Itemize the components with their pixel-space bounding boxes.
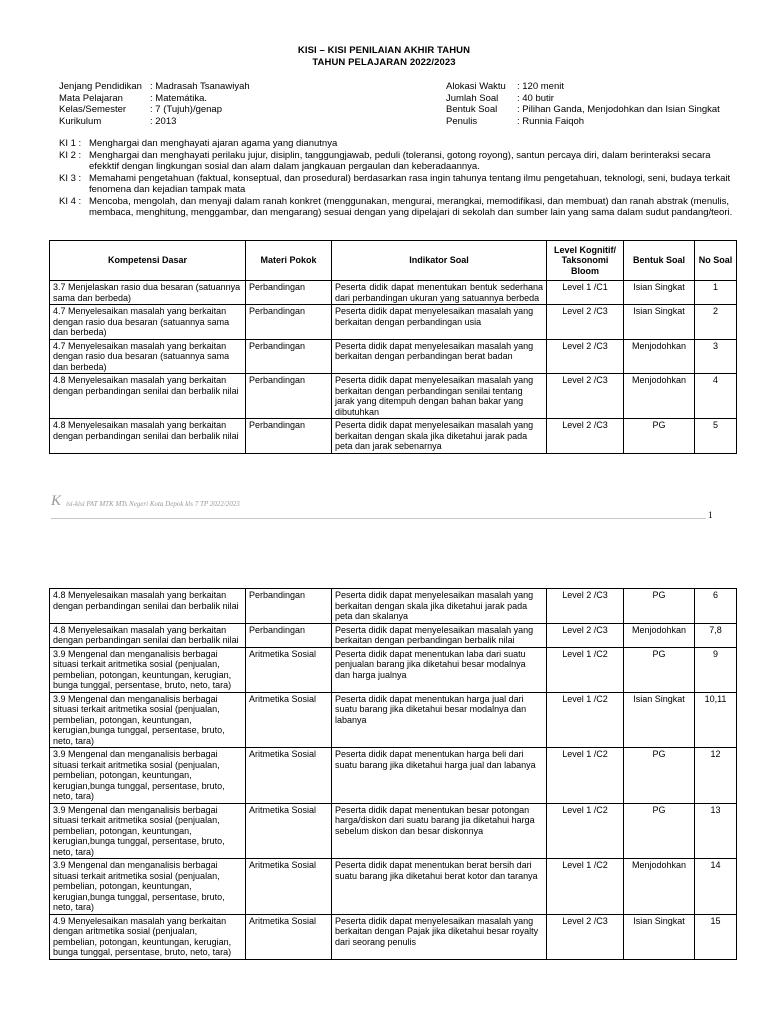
cell-no: 7,8 bbox=[695, 623, 737, 647]
cell-materi: Perbandingan bbox=[246, 305, 332, 340]
meta-label: Kurikulum bbox=[59, 115, 102, 127]
cell-indikator: Peserta didik dapat menentukan harga beli dari suatu barang jika diketahui harga jual dan labanya bbox=[332, 748, 547, 804]
cell-indikator: Peserta didik dapat menentukan harga jual dari suatu barang jika diketahui besar modalnya dan labanya bbox=[332, 692, 547, 748]
cell-no: 2 bbox=[695, 305, 737, 340]
cell-no: 15 bbox=[695, 914, 737, 959]
header-materi: Materi Pokok bbox=[246, 241, 332, 281]
header-bentuk: Bentuk Soal bbox=[624, 241, 695, 281]
meta-left bbox=[59, 81, 250, 127]
cell-indikator: Peserta didik dapat menentukan laba dari suatu penjualan barang jika diketahui besar modalnya dan harga jualnya bbox=[332, 647, 547, 692]
table-header-row bbox=[50, 241, 737, 281]
table-row bbox=[50, 419, 737, 454]
document-title: KISI – KISI PENILAIAN AKHIR TAHUN bbox=[297, 45, 471, 56]
cell-indikator: Peserta didik dapat menyelesaikan masalah yang berkaitan dengan skala jika diketahui jarak pada peta dan jarak sebenarnya bbox=[332, 419, 547, 454]
meta-label: Jumlah Soal bbox=[446, 92, 499, 104]
table-row bbox=[50, 305, 737, 340]
cell-indikator: Peserta didik dapat menentukan besar potongan harga/diskon dari suatu barang jia diketahui harga sebelum diskon dan besar diskonnya bbox=[332, 803, 547, 859]
table-row bbox=[50, 374, 737, 419]
cell-no: 13 bbox=[695, 803, 737, 859]
cell-bentuk: PG bbox=[624, 748, 695, 804]
kompetensi-inti bbox=[59, 138, 739, 219]
cell-no: 6 bbox=[695, 589, 737, 624]
kisi-table bbox=[49, 240, 737, 454]
header-no: No Soal bbox=[695, 241, 737, 281]
cell-no: 4 bbox=[695, 374, 737, 419]
table-row bbox=[50, 647, 737, 692]
cell-no: 10,11 bbox=[695, 692, 737, 748]
cell-indikator: Peserta didik dapat menentukan berat bersih dari suatu barang jika diketahui berat kotor dan taranya bbox=[332, 859, 547, 915]
ki-code: KI 3 : bbox=[59, 172, 82, 184]
cell-materi: Aritmetika Sosial bbox=[246, 692, 332, 748]
meta-row bbox=[446, 104, 720, 116]
ki-code: KI 2 : bbox=[59, 149, 82, 161]
cell-materi: Aritmetika Sosial bbox=[246, 803, 332, 859]
cell-materi: Perbandingan bbox=[246, 281, 332, 305]
cell-kd: 4.9 Menyelesaikan masalah yang berkaitan dengan aritmetika sosial (penjualan, pembelian, potongan, keuntungan, kerugian, bunga tunggal, persentase, bruto, neto, tara) bbox=[50, 914, 246, 959]
cell-no: 12 bbox=[695, 748, 737, 804]
ki-item bbox=[59, 138, 739, 150]
cell-materi: Perbandingan bbox=[246, 339, 332, 374]
cell-bentuk: PG bbox=[624, 647, 695, 692]
meta-row bbox=[446, 93, 720, 105]
cell-level: Level 1 /C1 bbox=[547, 281, 624, 305]
cell-kd: 4.8 Menyelesaikan masalah yang berkaitan dengan perbandingan senilai dan berbalik nilai bbox=[50, 419, 246, 454]
meta-label: Mata Pelajaran bbox=[59, 92, 123, 104]
cell-level: Level 1 /C2 bbox=[547, 803, 624, 859]
meta-label: Bentuk Soal bbox=[446, 104, 498, 115]
ki-item bbox=[59, 173, 739, 196]
cell-level: Level 1 /C2 bbox=[547, 859, 624, 915]
table-row bbox=[50, 281, 737, 305]
meta-value: : 2013 bbox=[150, 115, 177, 127]
meta-value: : Madrasah Tsanawiyah bbox=[150, 81, 250, 92]
table-row bbox=[50, 623, 737, 647]
cell-level: Level 1 /C2 bbox=[547, 692, 624, 748]
ki-item bbox=[59, 150, 739, 173]
cell-materi: Aritmetika Sosial bbox=[246, 647, 332, 692]
cell-kd: 4.8 Menyelesaikan masalah yang berkaitan dengan perbandingan senilai dan berbalik nilai bbox=[50, 589, 246, 624]
cell-no: 14 bbox=[695, 859, 737, 915]
cell-kd: 4.8 Menyelesaikan masalah yang berkaitan dengan perbandingan senilai dan berbalik nilai bbox=[50, 374, 246, 419]
table-row bbox=[50, 748, 737, 804]
cell-kd: 3.7 Menjelaskan rasio dua besaran (satuannya sama dan berbeda) bbox=[50, 281, 246, 305]
ki-text: Menghargai dan menghayati perilaku jujur, disiplin, tanggungjawab, peduli (toleransi, gotong royong), santun percaya diri, dalam berinteraksi secara efekktif dengan lingkungan sosial dan alam dalam jangkauan pergaulan dan keberadaannya. bbox=[89, 149, 711, 172]
cell-level: Level 1 /C2 bbox=[547, 748, 624, 804]
cell-no: 5 bbox=[695, 419, 737, 454]
cell-level: Level 2 /C3 bbox=[547, 589, 624, 624]
header-indikator: Indikator Soal bbox=[332, 241, 547, 281]
cell-kd: 4.7 Menyelesaikan masalah yang berkaitan dengan rasio dua besaran (satuannya sama dan berbeda) bbox=[50, 305, 246, 340]
table-row bbox=[50, 803, 737, 859]
ki-item bbox=[59, 196, 739, 219]
meta-row bbox=[59, 104, 250, 116]
meta-label: Alokasi Waktu bbox=[446, 81, 506, 92]
cell-bentuk: Menjodohkan bbox=[624, 623, 695, 647]
meta-row bbox=[59, 116, 250, 128]
cell-kd: 3.9 Mengenal dan menganalisis berbagai situasi terkait aritmetika sosial (penjualan, pembelian, potongan, keuntungan, kerugian,bunga tunggal, persentase, bruto, neto, tara) bbox=[50, 692, 246, 748]
meta-row bbox=[446, 116, 720, 128]
cell-materi: Aritmetika Sosial bbox=[246, 914, 332, 959]
meta-value: : 40 butir bbox=[517, 92, 554, 104]
cell-kd: 3.9 Mengenal dan menganalisis berbagai situasi terkait aritmetika sosial (penjualan, pembelian, potongan, keuntungan, kerugian,bunga tunggal, persentase, bruto, neto, tara) bbox=[50, 859, 246, 915]
meta-value: : 7 (Tujuh)/genap bbox=[150, 104, 222, 115]
cell-level: Level 2 /C3 bbox=[547, 419, 624, 454]
cell-kd: 4.8 Menyelesaikan masalah yang berkaitan dengan perbandingan senilai dan berbalik nilai bbox=[50, 623, 246, 647]
cell-kd: 3.9 Mengenal dan menganalisis berbagai situasi terkait aritmetika sosial (penjualan, pembelian, potongan, keuntungan, kerugian, bunga tunggal, persentase, bruto, neto, tara) bbox=[50, 647, 246, 692]
table-row bbox=[50, 589, 737, 624]
cell-no: 9 bbox=[695, 647, 737, 692]
cell-no: 3 bbox=[695, 339, 737, 374]
meta-row bbox=[59, 93, 250, 105]
header-kd: Kompetensi Dasar bbox=[50, 241, 246, 281]
cell-kd: 3.9 Mengenal dan menganalisis berbagai situasi terkait aritmetika sosial (penjualan, pembelian, potongan, keuntungan, kerugian,bunga tunggal, persentase, bruto, neto, tara) bbox=[50, 803, 246, 859]
cell-bentuk: Menjodohkan bbox=[624, 374, 695, 419]
cell-kd: 3.9 Mengenal dan menganalisis berbagai situasi terkait aritmetika sosial (penjualan, pembelian, potongan, keuntungan, kerugian,bunga tunggal, persentase, bruto, neto, tara) bbox=[50, 748, 246, 804]
cell-level: Level 2 /C3 bbox=[547, 914, 624, 959]
cell-bentuk: PG bbox=[624, 419, 695, 454]
cell-bentuk: Menjodohkan bbox=[624, 859, 695, 915]
meta-label: Jenjang Pendidikan bbox=[59, 81, 142, 92]
cell-materi: Perbandingan bbox=[246, 623, 332, 647]
cell-bentuk: PG bbox=[624, 803, 695, 859]
cell-kd: 4.7 Menyelesaikan masalah yang berkaitan dengan rasio dua besaran (satuannya sama dan berbeda) bbox=[50, 339, 246, 374]
cell-indikator: Peserta didik dapat menentukan bentuk sederhana dari perbandingan ukuran yang satuannya berbeda bbox=[332, 281, 547, 305]
cell-level: Level 2 /C3 bbox=[547, 623, 624, 647]
meta-value: : Runnia Faiqoh bbox=[517, 115, 585, 127]
cell-bentuk: PG bbox=[624, 589, 695, 624]
footer-divider bbox=[51, 518, 706, 519]
page-number: 1 bbox=[708, 511, 713, 521]
cell-bentuk: Isian Singkat bbox=[624, 281, 695, 305]
ki-text: Menghargai dan menghayati ajaran agama yang dianutnya bbox=[89, 138, 338, 149]
document-subtitle: TAHUN PELAJARAN 2022/2023 bbox=[312, 57, 456, 68]
cell-indikator: Peserta didik dapat menyelesaikan masalah yang berkaitan dengan perbandingan senilai tentang jarak yang ditempuh dengan bahan bakar yang dibutuhkan bbox=[332, 374, 547, 419]
ki-text: Mencoba, mengolah, dan menyaji dalam ranah konkret (menggunakan, mengurai, merangkai, memodifikasi, dan membuat) dan ranah abstrak (menulis, membaca, menghitung, menggambar, dan mengarang) sesuai dengan yang dipelajari di sekolah dan sumber lain yang sama dalam sudut pandang/teori. bbox=[89, 195, 733, 218]
kisi-table-continued bbox=[49, 588, 737, 960]
cell-level: Level 2 /C3 bbox=[547, 339, 624, 374]
cell-materi: Aritmetika Sosial bbox=[246, 748, 332, 804]
cell-level: Level 1 /C2 bbox=[547, 647, 624, 692]
meta-value: : Pilihan Ganda, Menjodohkan dan Isian Singkat bbox=[517, 104, 720, 115]
table-row bbox=[50, 859, 737, 915]
cell-indikator: Peserta didik dapat menyelesaikan masalah yang berkaitan dengan perbandingan berat badan bbox=[332, 339, 547, 374]
meta-label: Kelas/Semester bbox=[59, 104, 127, 115]
meta-right bbox=[446, 81, 720, 127]
cell-materi: Perbandingan bbox=[246, 374, 332, 419]
footer-text: isi-kisi PAT MTK MTs Negeri Kota Depok kls 7 TP 2022/2023 bbox=[66, 500, 240, 508]
cell-materi: Perbandingan bbox=[246, 419, 332, 454]
cell-bentuk: Isian Singkat bbox=[624, 305, 695, 340]
meta-row bbox=[446, 81, 720, 93]
meta-value: : Matemátika. bbox=[150, 92, 208, 104]
ki-text: Memahami pengetahuan (faktual, konseptual, dan prosedural) berdasarkan rasa ingin tahunya tentang ilmu pengetahuan, teknologi, seni, budaya terkait fenomena dan kejadian tampak mata bbox=[89, 172, 731, 195]
cell-indikator: Peserta didik dapat menyelesaikan masalah yang berkaitan dengan perbandingan berbalik nilai bbox=[332, 623, 547, 647]
page-2 bbox=[0, 588, 768, 1024]
cell-level: Level 2 /C3 bbox=[547, 305, 624, 340]
cell-no: 1 bbox=[695, 281, 737, 305]
table-row bbox=[50, 692, 737, 748]
cell-indikator: Peserta didik dapat menyelesaikan masalah yang berkaitan dengan skala jika diketahui jarak pada peta dan skalanya bbox=[332, 589, 547, 624]
header-level: Level Kognitif/ Taksonomi Bloom bbox=[547, 241, 624, 281]
cell-indikator: Peserta didik dapat menyelesaikan masalah yang berkaitan dengan Pajak jika diketahui besar royalty dari seorang penulis bbox=[332, 914, 547, 959]
ki-code: KI 1 : bbox=[59, 138, 82, 149]
ki-code: KI 4 : bbox=[59, 195, 82, 207]
cell-level: Level 2 /C3 bbox=[547, 374, 624, 419]
cell-materi: Perbandingan bbox=[246, 589, 332, 624]
page-gap bbox=[0, 540, 768, 588]
meta-label: Penulis bbox=[446, 115, 478, 127]
meta-value: : 120 menit bbox=[517, 81, 564, 92]
footer-logo: K bbox=[51, 493, 62, 509]
table-row bbox=[50, 914, 737, 959]
cell-bentuk: Isian Singkat bbox=[624, 692, 695, 748]
meta-row bbox=[59, 81, 250, 93]
cell-bentuk: Menjodohkan bbox=[624, 339, 695, 374]
cell-indikator: Peserta didik dapat menyelesaikan masalah yang berkaitan dengan perbandingan usia bbox=[332, 305, 547, 340]
cell-bentuk: Isian Singkat bbox=[624, 914, 695, 959]
cell-materi: Aritmetika Sosial bbox=[246, 859, 332, 915]
table-row bbox=[50, 339, 737, 374]
